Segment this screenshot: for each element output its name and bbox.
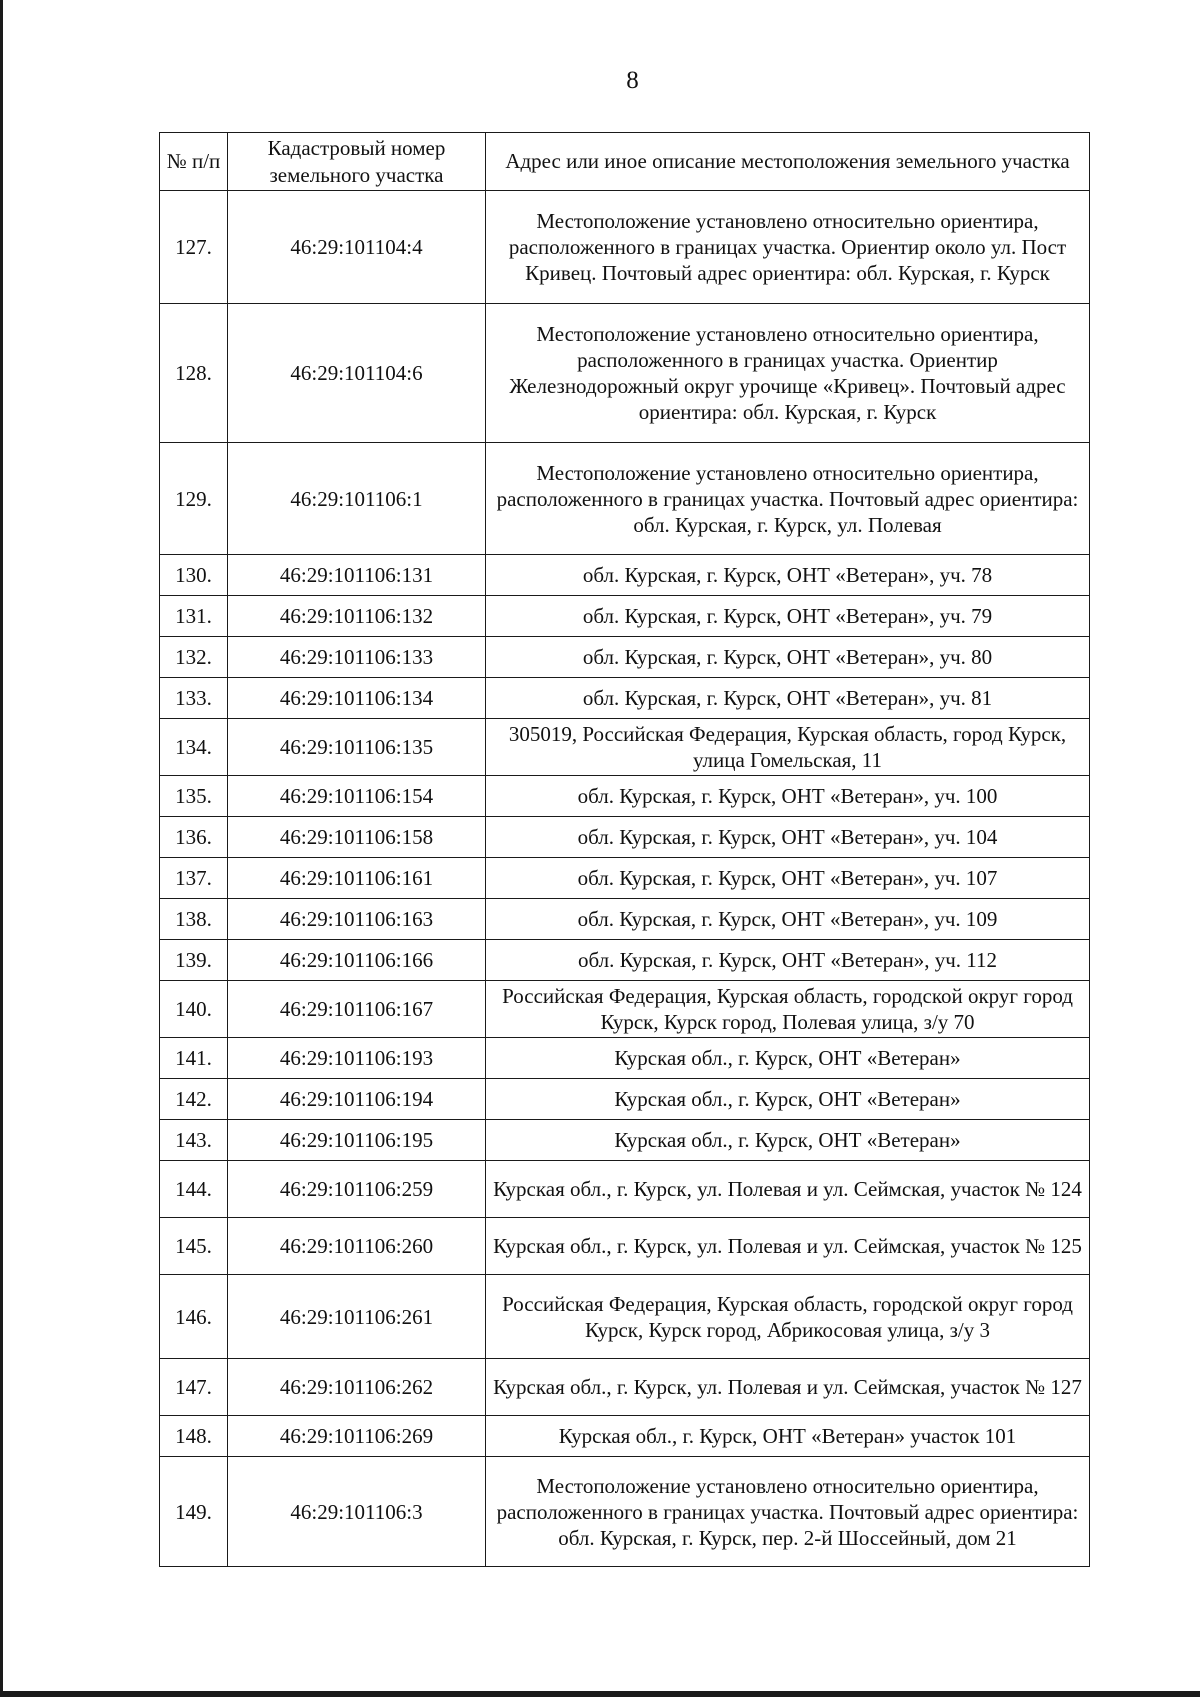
row-number: 147.	[160, 1359, 228, 1416]
table-row	[160, 776, 1090, 817]
cadastral-number: 46:29:101106:261	[228, 1275, 486, 1359]
cadastral-number: 46:29:101106:259	[228, 1161, 486, 1218]
cadastral-number: 46:29:101106:193	[228, 1038, 486, 1079]
table-row	[160, 1359, 1090, 1416]
table-row	[160, 817, 1090, 858]
cadastral-number: 46:29:101106:167	[228, 981, 486, 1038]
scan-edge-left	[0, 0, 3, 1697]
table-row	[160, 940, 1090, 981]
address: Курская обл., г. Курск, ул. Полевая и ул. Сеймская, участок № 125	[486, 1218, 1090, 1275]
row-number: 129.	[160, 443, 228, 555]
table-row	[160, 858, 1090, 899]
address: Курская обл., г. Курск, ОНТ «Ветеран» участок 101	[486, 1416, 1090, 1457]
row-number: 138.	[160, 899, 228, 940]
cadastral-number: 46:29:101104:4	[228, 191, 486, 304]
cadastral-number: 46:29:101106:163	[228, 899, 486, 940]
address: обл. Курская, г. Курск, ОНТ «Ветеран», уч. 78	[486, 555, 1090, 596]
table-row	[160, 1275, 1090, 1359]
table-row	[160, 1416, 1090, 1457]
row-number: 148.	[160, 1416, 228, 1457]
cadastral-number: 46:29:101106:195	[228, 1120, 486, 1161]
row-number: 141.	[160, 1038, 228, 1079]
cadastral-number: 46:29:101106:154	[228, 776, 486, 817]
row-number: 142.	[160, 1079, 228, 1120]
address: Курская обл., г. Курск, ул. Полевая и ул. Сеймская, участок № 124	[486, 1161, 1090, 1218]
row-number: 134.	[160, 719, 228, 776]
table-row	[160, 443, 1090, 555]
row-number: 128.	[160, 304, 228, 443]
table-header-row	[160, 133, 1090, 191]
address: обл. Курская, г. Курск, ОНТ «Ветеран», уч. 112	[486, 940, 1090, 981]
table-row	[160, 981, 1090, 1038]
table-row	[160, 1079, 1090, 1120]
address: Курская обл., г. Курск, ОНТ «Ветеран»	[486, 1120, 1090, 1161]
cadastral-number: 46:29:101106:131	[228, 555, 486, 596]
row-number: 135.	[160, 776, 228, 817]
address: Местоположение установлено относительно ориентира, расположенного в границах участка. Ориентир около ул. Пост Кривец. Почтовый адрес ориентира: обл. Курская, г. Курск	[486, 191, 1090, 304]
address: Местоположение установлено относительно ориентира, расположенного в границах участка. Почтовый адрес ориентира: обл. Курская, г. Курск, пер. 2-й Шоссейный, дом 21	[486, 1457, 1090, 1567]
table-row	[160, 191, 1090, 304]
cadastral-number: 46:29:101106:166	[228, 940, 486, 981]
row-number: 136.	[160, 817, 228, 858]
row-number: 144.	[160, 1161, 228, 1218]
row-number: 149.	[160, 1457, 228, 1567]
address: Местоположение установлено относительно ориентира, расположенного в границах участка. Ориентир Железнодорожный округ урочище «Кривец». Почтовый адрес ориентира: обл. Курская, г. Курск	[486, 304, 1090, 443]
address: обл. Курская, г. Курск, ОНТ «Ветеран», уч. 104	[486, 817, 1090, 858]
table-row	[160, 719, 1090, 776]
cadastral-number: 46:29:101106:132	[228, 596, 486, 637]
row-number: 146.	[160, 1275, 228, 1359]
cadastral-number: 46:29:101106:158	[228, 817, 486, 858]
table-row	[160, 1161, 1090, 1218]
row-number: 133.	[160, 678, 228, 719]
row-number: 131.	[160, 596, 228, 637]
table-row	[160, 555, 1090, 596]
row-number: 143.	[160, 1120, 228, 1161]
table-row	[160, 1457, 1090, 1567]
address: обл. Курская, г. Курск, ОНТ «Ветеран», уч. 109	[486, 899, 1090, 940]
row-number: 137.	[160, 858, 228, 899]
cadastral-number: 46:29:101106:262	[228, 1359, 486, 1416]
table-row	[160, 637, 1090, 678]
row-number: 130.	[160, 555, 228, 596]
header-number: № п/п	[160, 133, 228, 191]
address: 305019, Российская Федерация, Курская область, город Курск, улица Гомельская, 11	[486, 719, 1090, 776]
address: Российская Федерация, Курская область, городской округ город Курск, Курск город, Абрикосовая улица, з/у 3	[486, 1275, 1090, 1359]
address: обл. Курская, г. Курск, ОНТ «Ветеран», уч. 107	[486, 858, 1090, 899]
address: Курская обл., г. Курск, ОНТ «Ветеран»	[486, 1079, 1090, 1120]
table-row	[160, 1120, 1090, 1161]
address: Российская Федерация, Курская область, городской округ город Курск, Курск город, Полевая улица, з/у 70	[486, 981, 1090, 1038]
header-cadastral-number: Кадастровый номер земельного участка	[228, 133, 486, 191]
address: обл. Курская, г. Курск, ОНТ «Ветеран», уч. 79	[486, 596, 1090, 637]
table-row	[160, 1218, 1090, 1275]
table-row	[160, 678, 1090, 719]
cadastral-number: 46:29:101106:135	[228, 719, 486, 776]
cadastral-number: 46:29:101106:1	[228, 443, 486, 555]
cadastral-number: 46:29:101106:134	[228, 678, 486, 719]
row-number: 145.	[160, 1218, 228, 1275]
cadastral-number: 46:29:101104:6	[228, 304, 486, 443]
address: обл. Курская, г. Курск, ОНТ «Ветеран», уч. 81	[486, 678, 1090, 719]
address: обл. Курская, г. Курск, ОНТ «Ветеран», уч. 80	[486, 637, 1090, 678]
cadastral-number: 46:29:101106:133	[228, 637, 486, 678]
land-plots-table	[159, 132, 1090, 1567]
header-address: Адрес или иное описание местоположения земельного участка	[486, 133, 1090, 191]
address: Местоположение установлено относительно ориентира, расположенного в границах участка. Почтовый адрес ориентира: обл. Курская, г. Курск, ул. Полевая	[486, 443, 1090, 555]
cadastral-number: 46:29:101106:3	[228, 1457, 486, 1567]
table-row	[160, 304, 1090, 443]
address: обл. Курская, г. Курск, ОНТ «Ветеран», уч. 100	[486, 776, 1090, 817]
table-row	[160, 596, 1090, 637]
row-number: 139.	[160, 940, 228, 981]
address: Курская обл., г. Курск, ул. Полевая и ул. Сеймская, участок № 127	[486, 1359, 1090, 1416]
row-number: 132.	[160, 637, 228, 678]
cadastral-number: 46:29:101106:269	[228, 1416, 486, 1457]
row-number: 127.	[160, 191, 228, 304]
cadastral-number: 46:29:101106:194	[228, 1079, 486, 1120]
table-row	[160, 1038, 1090, 1079]
address: Курская обл., г. Курск, ОНТ «Ветеран»	[486, 1038, 1090, 1079]
page-number: 8	[626, 67, 639, 94]
table-row	[160, 899, 1090, 940]
cadastral-number: 46:29:101106:260	[228, 1218, 486, 1275]
scan-edge-bottom	[0, 1691, 1200, 1697]
row-number: 140.	[160, 981, 228, 1038]
cadastral-number: 46:29:101106:161	[228, 858, 486, 899]
